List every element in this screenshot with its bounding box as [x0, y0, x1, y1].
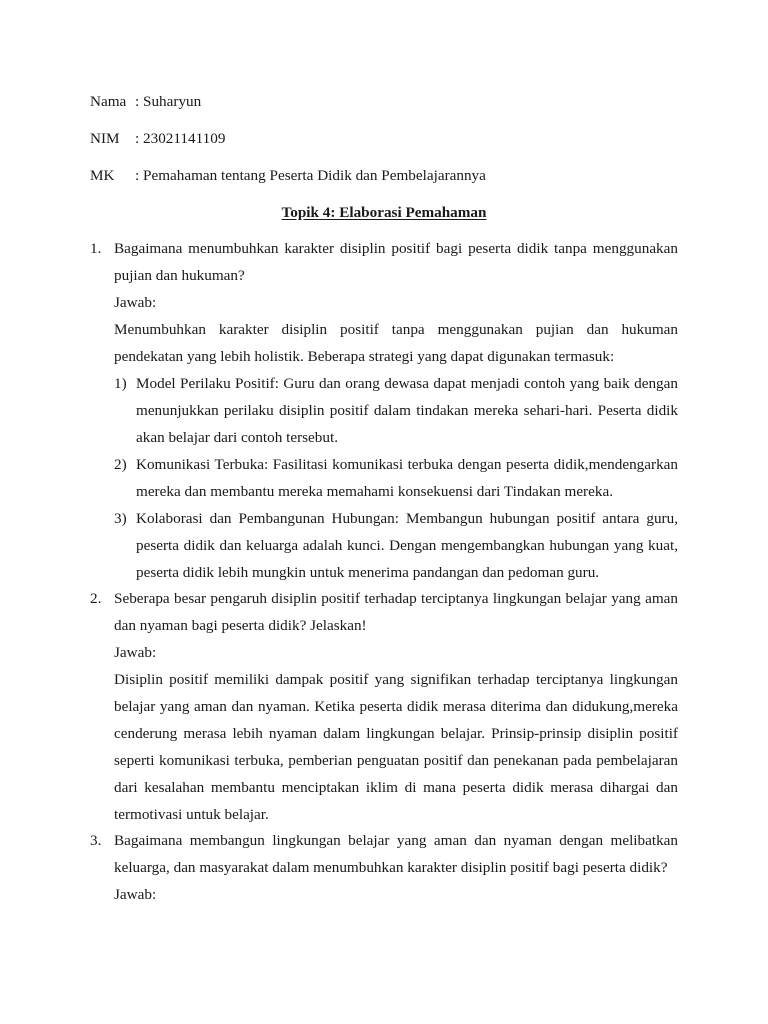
- q2-answer-line: dari kesalahan membantu menciptakan iklim di mana peserta didik merasa dihargai dan: [114, 779, 678, 796]
- nama-label: Nama: [90, 93, 127, 110]
- strategy-3-line: peserta didik lebih mungkin untuk menerima pandangan dan pedoman guru.: [136, 564, 600, 581]
- q3-answer-label: Jawab:: [114, 886, 157, 903]
- q1-question-line: Bagaimana menumbuhkan karakter disiplin positif bagi peserta didik tanpa menggunakan: [114, 240, 678, 257]
- q3-number: 3.: [90, 832, 102, 849]
- mk-label: MK: [90, 167, 115, 184]
- q1-question-line: pujian dan hukuman?: [114, 267, 245, 284]
- q3-question-line: keluarga, dan masyarakat dalam menumbuhkan karakter disiplin positif bagi peserta didik?: [114, 859, 668, 876]
- q2-question-line: dan nyaman bagi peserta didik? Jelaskan!: [114, 617, 367, 634]
- strategy-1-line: akan belajar dari contoh tersebut.: [136, 429, 338, 446]
- q1-number: 1.: [90, 240, 102, 257]
- nim-value: : 23021141109: [135, 130, 226, 147]
- nama-value: : Suharyun: [135, 93, 202, 110]
- q2-number: 2.: [90, 590, 102, 607]
- strategy-1-number: 1): [114, 375, 127, 392]
- strategy-2-number: 2): [114, 456, 127, 473]
- strategy-1-line: Model Perilaku Positif: Guru dan orang dewasa dapat menjadi contoh yang baik dengan: [136, 375, 678, 392]
- mk-value: : Pemahaman tentang Peserta Didik dan Pembelajarannya: [135, 167, 486, 184]
- strategy-2-line: Komunikasi Terbuka: Fasilitasi komunikasi terbuka dengan peserta didik,mendengarkan: [136, 456, 678, 473]
- header-nama-row: [90, 92, 201, 112]
- q2-answer-line: belajar yang aman dan nyaman. Ketika peserta didik merasa diterima dan didukung,mereka: [114, 698, 678, 715]
- header-nim-row: [90, 129, 225, 149]
- q3-question-line: Bagaimana membangun lingkungan belajar yang aman dan nyaman dengan melibatkan: [114, 832, 678, 849]
- q1-intro-line: pendekatan yang lebih holistik. Beberapa strategi yang dapat digunakan termasuk:: [114, 348, 615, 365]
- q1-intro-line: Menumbuhkan karakter disiplin positif tanpa menggunakan pujian dan hukuman: [114, 321, 678, 338]
- q2-answer-label: Jawab:: [114, 644, 157, 661]
- strategy-3-line: peserta didik dan keluarga adalah kunci. Dengan mengembangkan hubungan yang kuat,: [136, 537, 678, 554]
- q2-answer-line: Disiplin positif memiliki dampak positif yang signifikan terhadap terciptanya lingkungan: [114, 671, 678, 688]
- q2-question-line: Seberapa besar pengaruh disiplin positif terhadap terciptanya lingkungan belajar yang aman: [114, 590, 678, 607]
- q2-answer-line: seperti komunikasi terbuka, pemberian penguatan positif dan penekanan pada pembelajaran: [114, 752, 678, 769]
- q2-answer-line: termotivasi untuk belajar.: [114, 806, 269, 823]
- strategy-3-number: 3): [114, 510, 127, 527]
- strategy-1-line: menunjukkan perilaku disiplin positif dalam tindakan mereka sehari-hari. Peserta didik: [136, 402, 678, 419]
- q1-answer-label: Jawab:: [114, 294, 157, 311]
- strategy-3-line: Kolaborasi dan Pembangunan Hubungan: Membangun hubungan positif antara guru,: [136, 510, 678, 527]
- header-mk-row: [90, 166, 486, 186]
- nim-label: NIM: [90, 130, 120, 147]
- topic-title: Topik 4: Elaborasi Pemahaman: [281, 204, 487, 221]
- strategy-2-line: mereka dan membantu mereka memahami konsekuensi dari Tindakan mereka.: [136, 483, 613, 500]
- q2-answer-line: cenderung merasa lebih nyaman dalam lingkungan belajar. Prinsip-prinsip disiplin positif: [114, 725, 678, 742]
